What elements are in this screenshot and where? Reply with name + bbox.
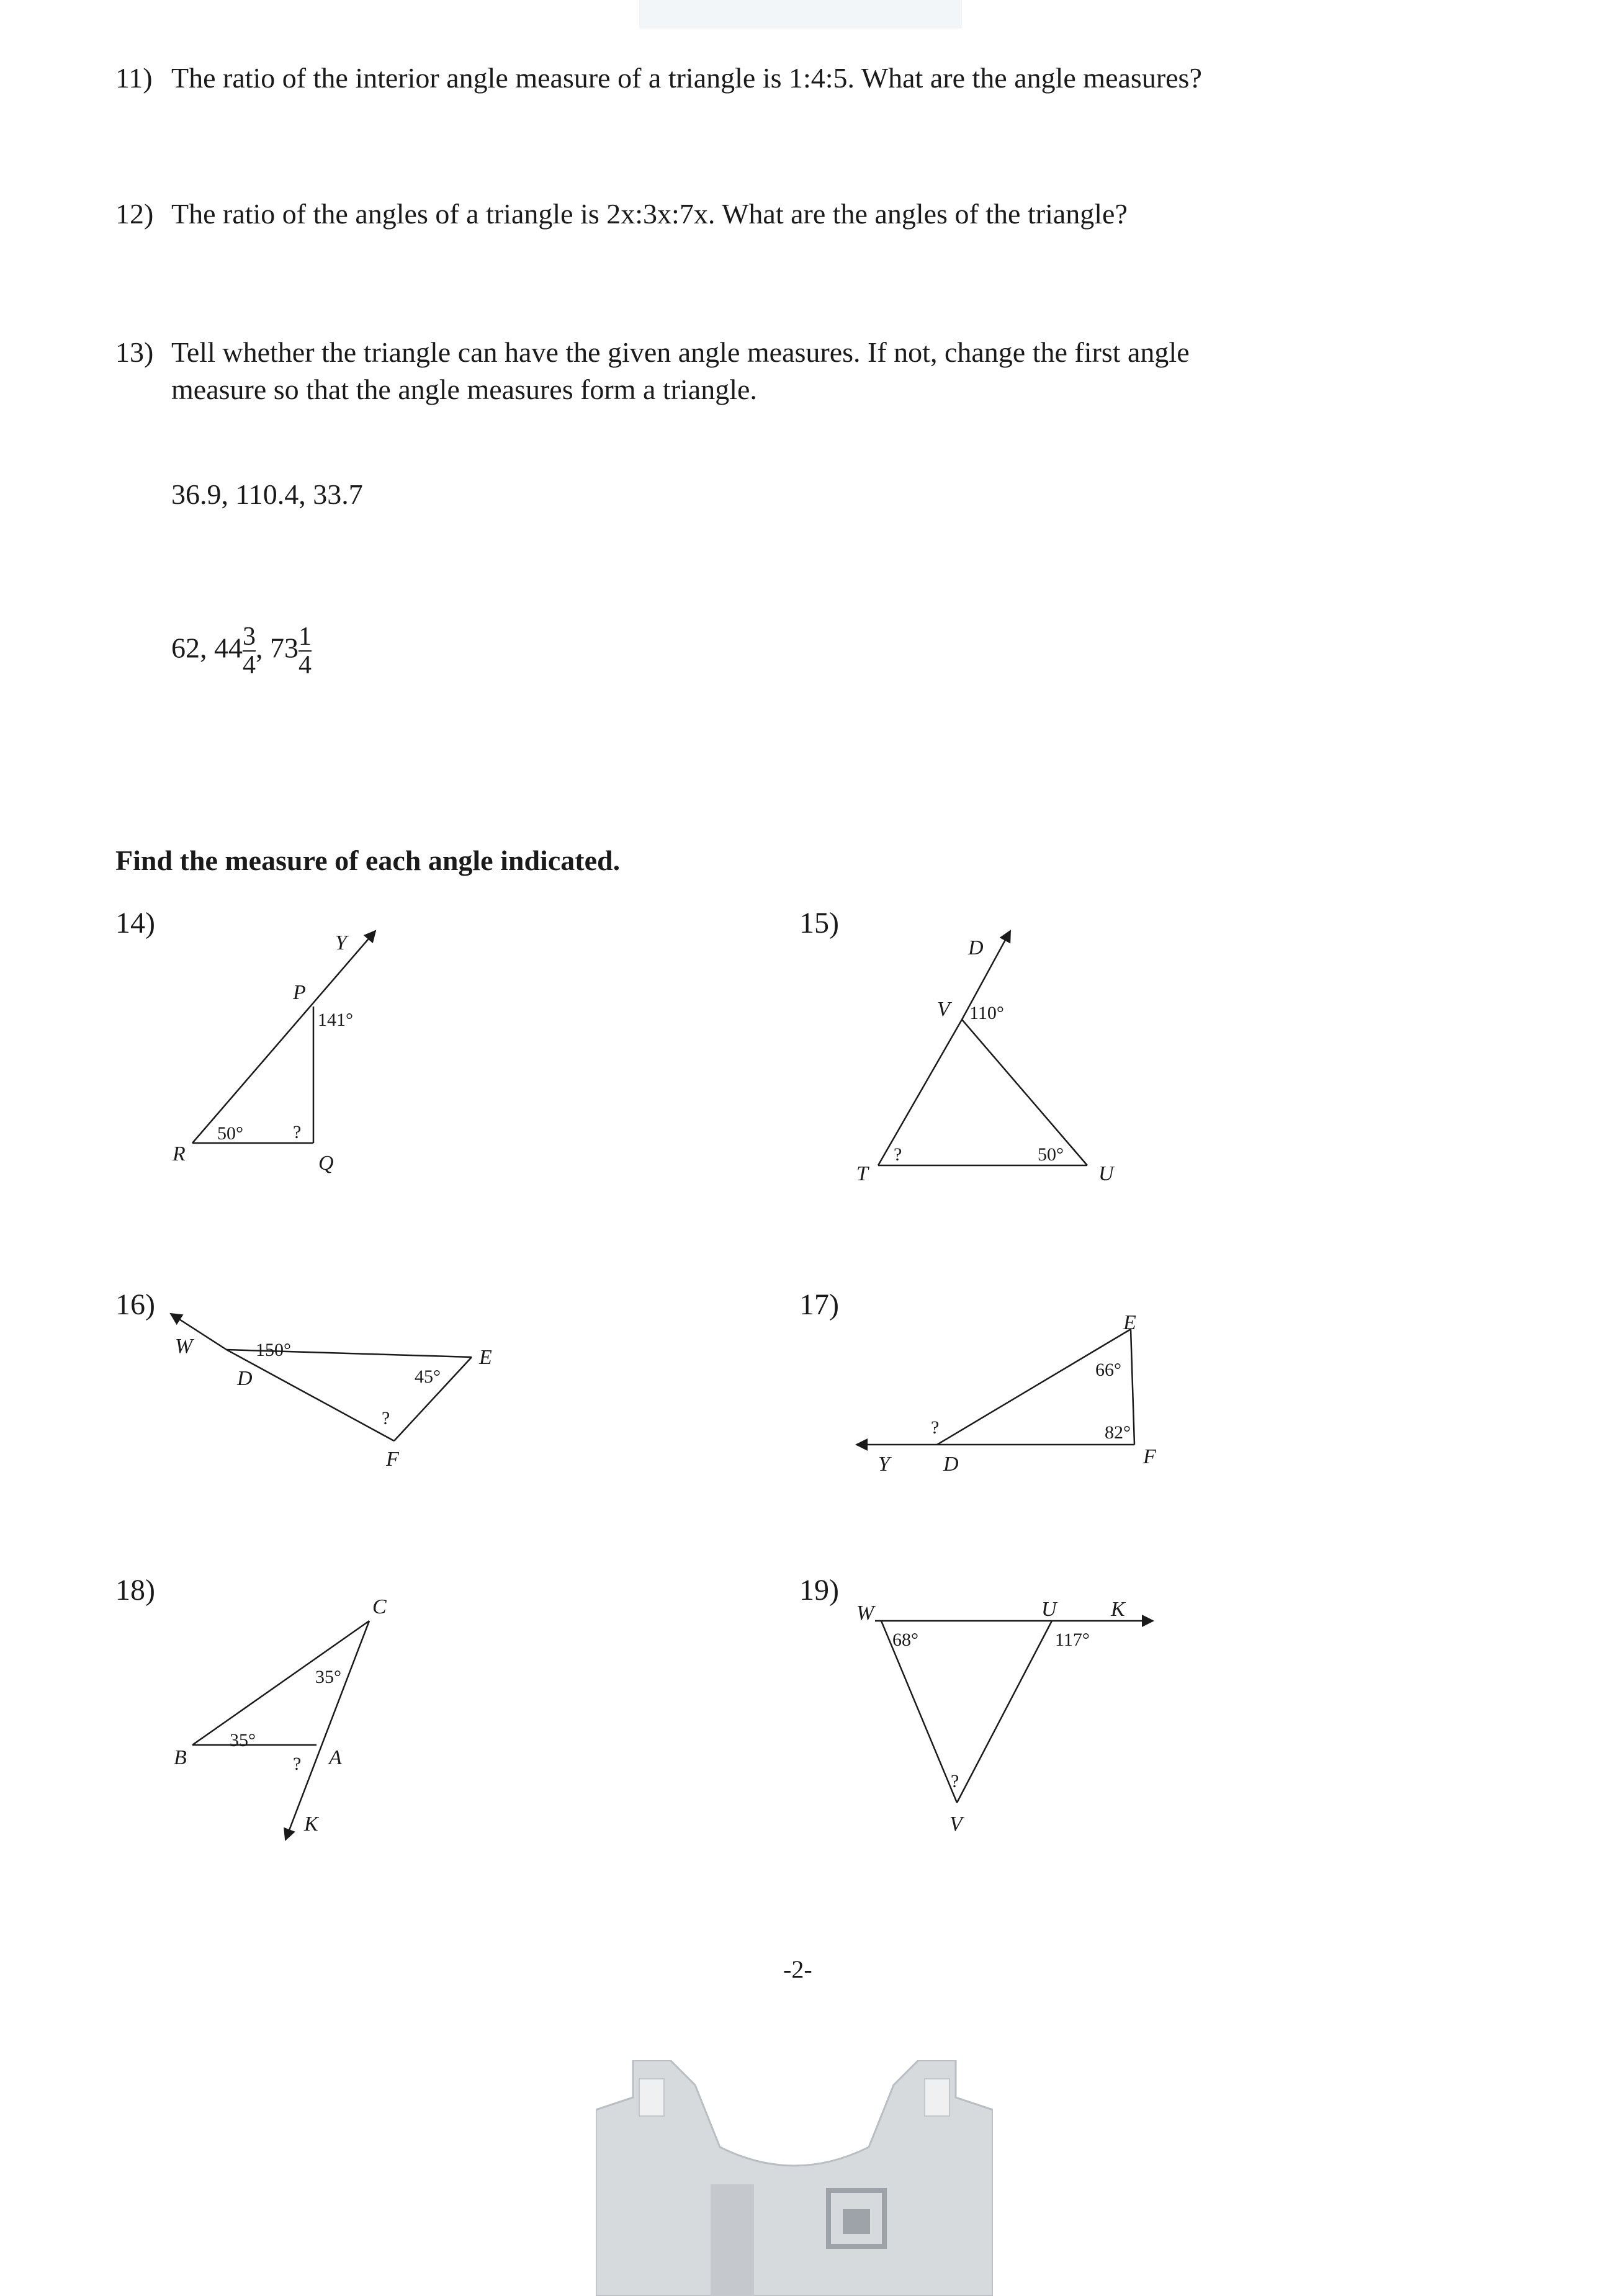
fraction-2-numerator: 1 (299, 622, 312, 651)
angle-141: 141° (318, 1010, 353, 1030)
question-text: The ratio of the angles of a triangle is 2x:3x:7x. What are the angles of the triangle? (171, 198, 1128, 230)
diagram-17 (856, 1329, 1134, 1445)
angle-50: 50° (217, 1123, 243, 1144)
question-text-line2: measure so that the angle measures form a triangle. (171, 374, 757, 405)
label-v: V (949, 1813, 963, 1836)
angle-unknown: ? (293, 1754, 302, 1774)
label-b: B (174, 1746, 187, 1769)
label-d: D (968, 936, 984, 959)
diagram-14 (192, 931, 375, 1143)
diagram-15 (878, 931, 1087, 1165)
question-number: 12) (115, 198, 154, 230)
angle-unknown: ? (951, 1771, 959, 1792)
fraction-2-denominator: 4 (299, 651, 312, 679)
fraction-1-denominator: 4 (243, 651, 256, 679)
segment-bc (192, 1621, 369, 1745)
label-f: F (386, 1448, 399, 1471)
angle-unknown: ? (293, 1122, 302, 1142)
angle-66: 66° (1095, 1360, 1121, 1380)
label-a: A (329, 1746, 342, 1769)
segment-de (937, 1329, 1131, 1445)
angle-68: 68° (892, 1630, 918, 1650)
segment-df (227, 1350, 394, 1441)
angle-set-2-part-b: , 73 (256, 632, 299, 664)
problem-18-number: 18) (115, 1574, 155, 1607)
label-d: D (237, 1367, 253, 1390)
label-u: U (1098, 1162, 1114, 1185)
ray-ck (285, 1621, 369, 1840)
label-d: D (943, 1453, 959, 1476)
problem-14-number: 14) (115, 907, 155, 939)
label-q: Q (318, 1152, 334, 1175)
segment-vu (957, 1621, 1052, 1803)
fraction-1-numerator: 3 (243, 622, 256, 651)
section-heading: Find the measure of each angle indicated. (115, 845, 621, 876)
problem-17-number: 17) (799, 1288, 839, 1321)
label-k: K (304, 1813, 318, 1836)
label-k: K (1111, 1598, 1125, 1621)
ray-ry (192, 931, 375, 1143)
label-e: E (1123, 1311, 1136, 1334)
angle-unknown: ? (382, 1408, 390, 1428)
angle-110: 110° (969, 1003, 1004, 1023)
question-number: 13) (115, 336, 154, 368)
label-c: C (372, 1595, 387, 1618)
angle-set-1: 36.9, 110.4, 33.7 (171, 478, 363, 510)
label-y: Y (335, 931, 347, 954)
label-w: W (856, 1602, 874, 1625)
segment-ef (1131, 1329, 1134, 1445)
label-w: W (175, 1335, 193, 1358)
angle-50: 50° (1038, 1144, 1064, 1165)
label-r: R (173, 1142, 186, 1165)
label-p: P (293, 981, 306, 1004)
segment-vu (962, 1020, 1087, 1165)
angle-45: 45° (415, 1366, 441, 1387)
label-u: U (1041, 1598, 1057, 1621)
angle-82: 82° (1105, 1422, 1131, 1443)
scanner-tray-artifact (596, 2060, 993, 2296)
problem-15-number: 15) (799, 907, 839, 939)
angle-unknown: ? (931, 1417, 940, 1438)
label-v: V (937, 998, 950, 1021)
label-t: T (856, 1162, 868, 1185)
angle-35-top: 35° (315, 1667, 341, 1687)
problem-19-number: 19) (799, 1574, 839, 1607)
diagram-18 (192, 1621, 369, 1840)
angle-150: 150° (256, 1340, 291, 1360)
angle-set-2-part-a: 62, 44 (171, 632, 243, 664)
question-text: The ratio of the interior angle measure of a triangle is 1:4:5. What are the angle measures? (171, 62, 1202, 94)
label-y: Y (878, 1453, 890, 1476)
label-f: F (1143, 1445, 1156, 1468)
problem-16-number: 16) (115, 1288, 155, 1321)
label-e: E (479, 1346, 492, 1369)
segment-tv (878, 1020, 962, 1165)
page-number: -2- (783, 1955, 812, 1983)
angle-117: 117° (1055, 1630, 1090, 1650)
angle-35-left: 35° (230, 1730, 256, 1751)
question-number: 11) (115, 62, 153, 94)
question-text-line1: Tell whether the triangle can have the given angle measures. If not, change the first angle (171, 336, 1190, 368)
angle-unknown: ? (894, 1144, 902, 1165)
